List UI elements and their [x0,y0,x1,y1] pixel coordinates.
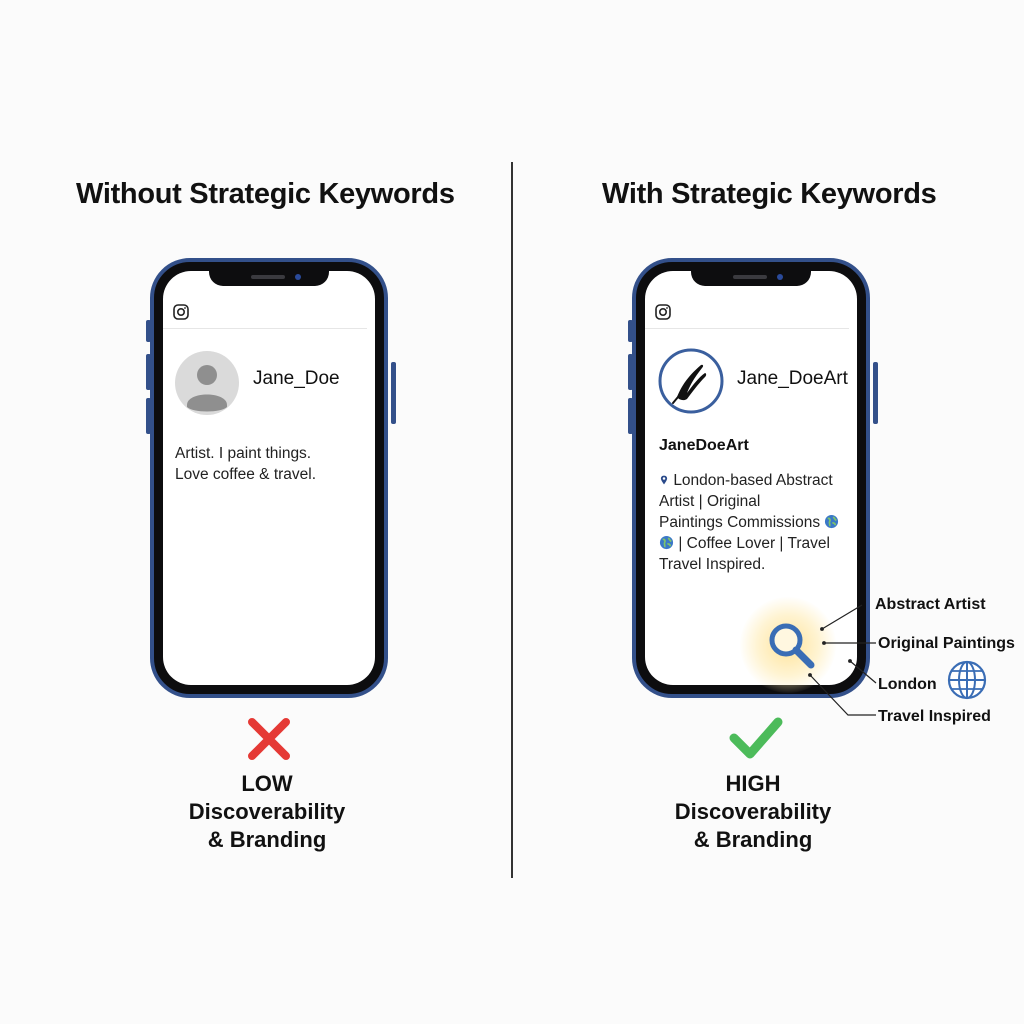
verdict-text: Discoverability [188,799,346,824]
phone-without-keywords [150,258,388,698]
phone-speaker [251,275,285,279]
keyword-london: London [878,676,937,693]
checkmark-icon [728,714,784,762]
phone-notch [209,264,329,286]
instagram-icon[interactable] [655,304,671,320]
brush-logo-icon[interactable] [657,347,725,415]
verdict-level: LOW [241,771,293,796]
profile-username: Jane_DoeArt [737,368,848,389]
verdict-high [643,770,863,854]
profile-username: Jane_Doe [253,368,340,389]
pointer-line [850,661,876,683]
heading-with-keywords: With Strategic Keywords [602,178,937,210]
phone-notch [691,264,811,286]
profile-bio [659,470,839,575]
header-divider [645,328,849,329]
phone-screen [163,271,375,685]
phone-camera [777,274,783,280]
keyword-abstract-artist: Abstract Artist [875,596,986,613]
globe-icon [946,659,988,701]
heading-without-keywords: Without Strategic Keywords [76,178,455,210]
verdict-text: & Branding [207,827,327,852]
location-pin-icon [659,473,669,487]
verdict-level: HIGH [725,771,781,796]
keyword-travel-inspired: Travel Inspired [878,708,991,725]
bio-line: Travel Inspired. [659,556,766,573]
cross-icon [246,716,292,762]
phone-speaker [733,275,767,279]
verdict-text: & Branding [693,827,813,852]
globe-icon [659,535,674,550]
bio-line: Paintings Commissions [659,514,821,531]
bio-line: London-based Abstract [673,472,833,489]
keyword-original-paintings: Original Paintings [878,635,1015,652]
header-divider [163,328,367,329]
bio-line: Artist | Original [659,493,761,510]
phone-camera [295,274,301,280]
pointer-line [810,675,876,715]
profile-bio [175,443,316,485]
verdict-text: Discoverability [674,799,832,824]
profile-display-name: JaneDoeArt [659,437,749,454]
keyword-pointer-lines [800,595,880,725]
bio-line: | Coffee Lover | Travel [678,535,830,552]
avatar-placeholder-icon[interactable] [175,351,239,415]
instagram-icon[interactable] [173,304,189,320]
phone-side-button [391,362,396,424]
pointer-line [822,605,862,629]
globe-icon [824,514,839,529]
bio-line: Artist. I paint things. [175,445,312,462]
verdict-low [157,770,377,854]
bio-line: Love coffee & travel. [175,466,317,483]
phone-side-button [873,362,878,424]
center-divider [511,162,513,878]
